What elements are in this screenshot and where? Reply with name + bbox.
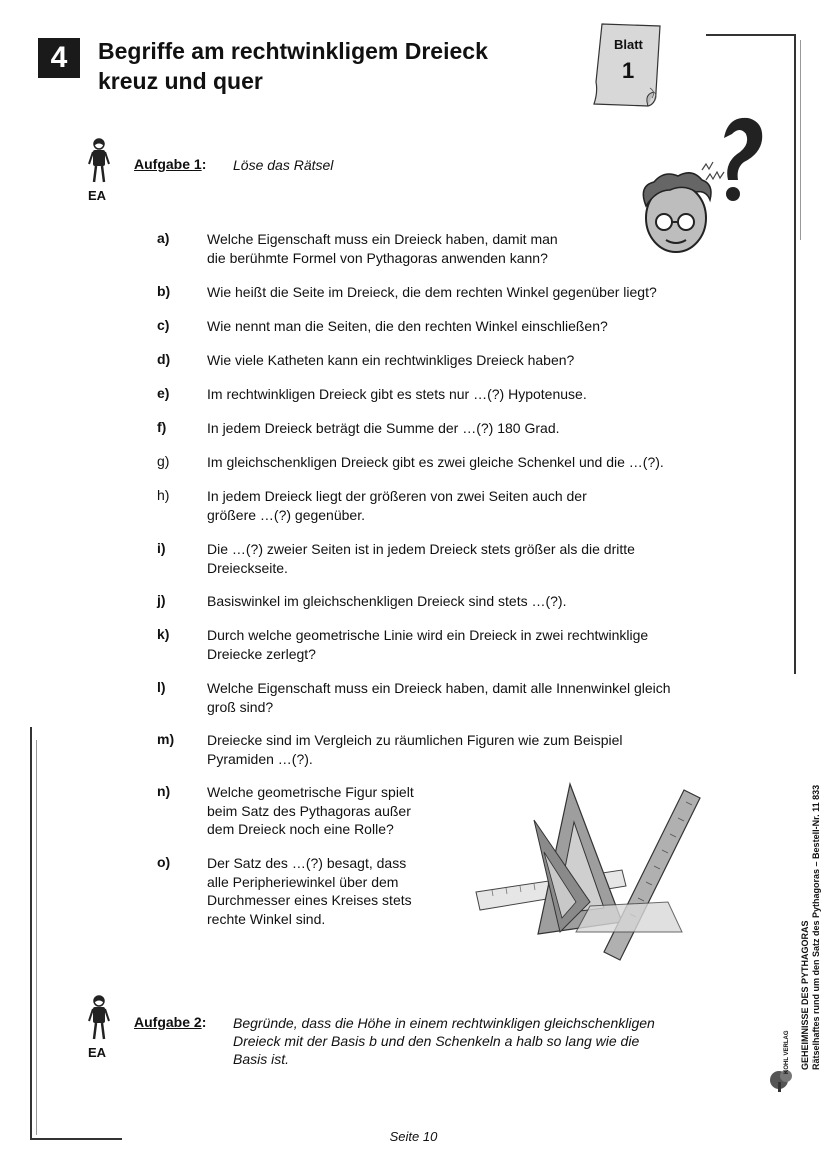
question-letter: k)	[157, 626, 170, 642]
task1-heading	[134, 156, 206, 174]
question-text: Durch welche geometrische Linie wird ein Dreieck in zwei rechtwinklige Dreiecke zerlegt?	[207, 627, 649, 662]
frame-top-right	[706, 34, 796, 36]
question-text: Dreiecke sind im Vergleich zu räumlichen Figuren wie zum Beispiel Pyramiden …(?).	[207, 732, 623, 767]
question-text: Welche Eigenschaft muss ein Dreieck haben, damit man die berühmte Formel von Pythagoras anwenden kann?	[207, 231, 558, 266]
work-mode-label: EA	[88, 188, 107, 203]
question-text: Die …(?) zweier Seiten ist in jedem Dreieck stets größer als die dritte Dreieckseite.	[207, 541, 635, 576]
question-text: Welche geometrische Figur spielt beim Satz des Pythagoras außer dem Dreieck noch eine Rolle?	[207, 784, 414, 837]
question-text: Im gleichschenkligen Dreieck gibt es zwei gleiche Schenkel und die …(?).	[207, 454, 664, 470]
question-letter: m)	[157, 731, 175, 747]
task1-label: Aufgabe 1	[134, 156, 202, 172]
thinking-person-illustration	[636, 110, 768, 260]
page-title	[98, 36, 488, 96]
question-letter: i)	[157, 540, 166, 556]
question-letter: g)	[157, 453, 170, 469]
sidebar-subtitle-ordernumber: Rätselhaftes rund um den Satz des Pythagoras – Bestell-Nr. 11 833	[811, 784, 821, 1070]
set-squares-illustration	[472, 782, 712, 962]
question-letter: c)	[157, 317, 170, 333]
task2-heading	[134, 1014, 206, 1032]
person-icon	[86, 995, 112, 1041]
publisher-logo	[768, 1030, 796, 1092]
question-text: Wie nennt man die Seiten, die den rechten Winkel einschließen?	[207, 318, 608, 334]
title-line-1: Begriffe am rechtwinkligem Dreieck	[98, 38, 488, 64]
chapter-number-box: 4	[38, 38, 80, 78]
task1-instruction: Löse das Rätsel	[233, 157, 334, 173]
sheet-label: Blatt	[614, 37, 643, 52]
question-text: Welche Eigenschaft muss ein Dreieck haben, damit alle Innenwinkel gleich groß sind?	[207, 680, 671, 715]
question-letter: l)	[157, 679, 166, 695]
question-text: In jedem Dreieck beträgt die Summe der …(?) 180 Grad.	[207, 420, 560, 436]
work-mode-label: EA	[88, 1045, 107, 1060]
question-letter: h)	[157, 487, 170, 503]
question-text: Im rechtwinkligen Dreieck gibt es stets nur …(?) Hypotenuse.	[207, 386, 587, 402]
task2-label: Aufgabe 2	[134, 1014, 202, 1030]
question-letter: b)	[157, 283, 171, 299]
frame-left-vertical-inner	[36, 740, 37, 1135]
question-letter: e)	[157, 385, 170, 401]
sidebar-publication-info	[800, 785, 822, 1070]
sidebar-series-title: GEHEIMNISSE DES PYTHAGORAS	[800, 920, 810, 1070]
question-text: In jedem Dreieck liegt der größeren von zwei Seiten auch der größere …(?) gegenüber.	[207, 488, 587, 523]
sheet-number: 1	[622, 58, 635, 83]
question-text: Basiswinkel im gleichschenkligen Dreieck sind stets …(?).	[207, 593, 567, 609]
question-letter: f)	[157, 419, 167, 435]
frame-right-vertical-inner	[800, 40, 801, 240]
frame-left-vertical	[30, 727, 32, 1140]
question-letter: a)	[157, 230, 170, 246]
person-icon	[86, 138, 112, 184]
question-letter: d)	[157, 351, 171, 367]
frame-right-vertical	[794, 34, 796, 674]
task1-colon: :	[201, 156, 207, 172]
task2-instruction: Begründe, dass die Höhe in einem rechtwinkligen gleichschenkligen Dreieck mit der Basis b und den Schenkeln a halb so lang wie die Basis ist.	[233, 1015, 655, 1067]
page-number: Seite 10	[389, 1129, 438, 1144]
title-line-2: kreuz und quer	[98, 68, 263, 94]
question-letter: n)	[157, 783, 171, 799]
question-letter: o)	[157, 854, 171, 870]
task2-colon: :	[201, 1014, 207, 1030]
publisher-name: KOHL VERLAG	[784, 1030, 790, 1074]
question-text: Wie viele Katheten kann ein rechtwinkliges Dreieck haben?	[207, 352, 575, 368]
question-text: Wie heißt die Seite im Dreieck, die dem rechten Winkel gegenüber liegt?	[207, 284, 657, 300]
question-letter: j)	[157, 592, 166, 608]
question-text: Der Satz des …(?) besagt, dass alle Peripheriewinkel über dem Durchmesser eines Kreises stets rechte Winkel sind.	[207, 855, 412, 927]
